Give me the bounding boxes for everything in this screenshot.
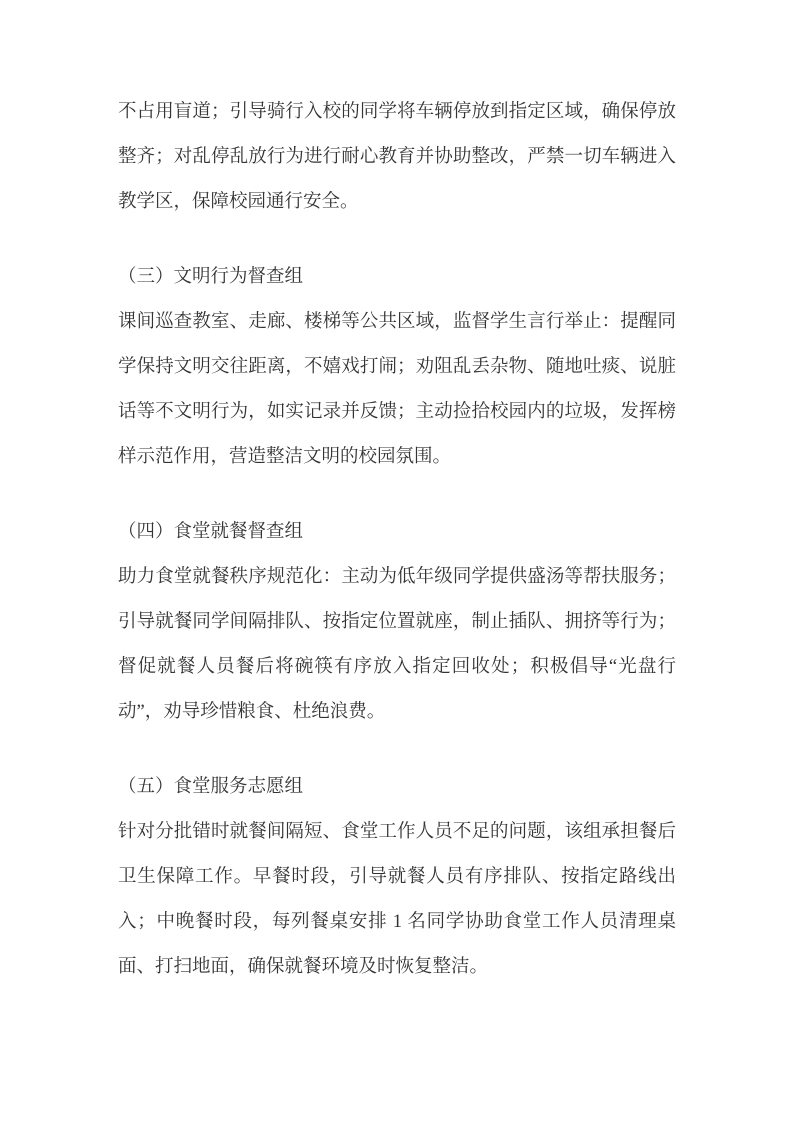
paragraph: 针对分批错时就餐间隔短、食堂工作人员不足的问题，该组承担餐后卫生保障工作。早餐时段，引导就餐人员有序排队、按指定路线出入；中晚餐时段，每列餐桌安排 1 名同学协助食堂工作人员清理桌面、打扫地面，确保就餐环境及时恢复整洁。 — [118, 822, 676, 977]
section-heading: （五）食堂服务志愿组 — [118, 777, 304, 797]
section-heading: （四）食堂就餐督查组 — [118, 522, 304, 542]
paragraph: 不占用盲道；引导骑行入校的同学将车辆停放到指定区域，确保停放整齐；对乱停乱放行为进行耐心教育并协助整改，严禁一切车辆进入教学区，保障校园通行安全。 — [118, 102, 676, 212]
doc-section-4 — [118, 510, 676, 735]
doc-section-5 — [118, 765, 676, 990]
doc-section-3 — [118, 255, 676, 480]
paragraph: 助力食堂就餐秩序规范化：主动为低年级同学提供盛汤等帮扶服务；引导就餐同学间隔排队、按指定位置就座，制止插队、拥挤等行为；督促就餐人员餐后将碗筷有序放入指定回收处；积极倡导“光盘行动”，劝导珍惜粮食、杜绝浪费。 — [118, 567, 676, 722]
doc-section-continuation — [118, 90, 676, 225]
section-heading: （三）文明行为督查组 — [118, 267, 304, 287]
paragraph: 课间巡查教室、走廊、楼梯等公共区域，监督学生言行举止：提醒同学保持文明交往距离，不嬉戏打闹；劝阻乱丢杂物、随地吐痰、说脏话等不文明行为，如实记录并反馈；主动捡拾校园内的垃圾，发挥榜样示范作用，营造整洁文明的校园氛围。 — [118, 312, 676, 467]
